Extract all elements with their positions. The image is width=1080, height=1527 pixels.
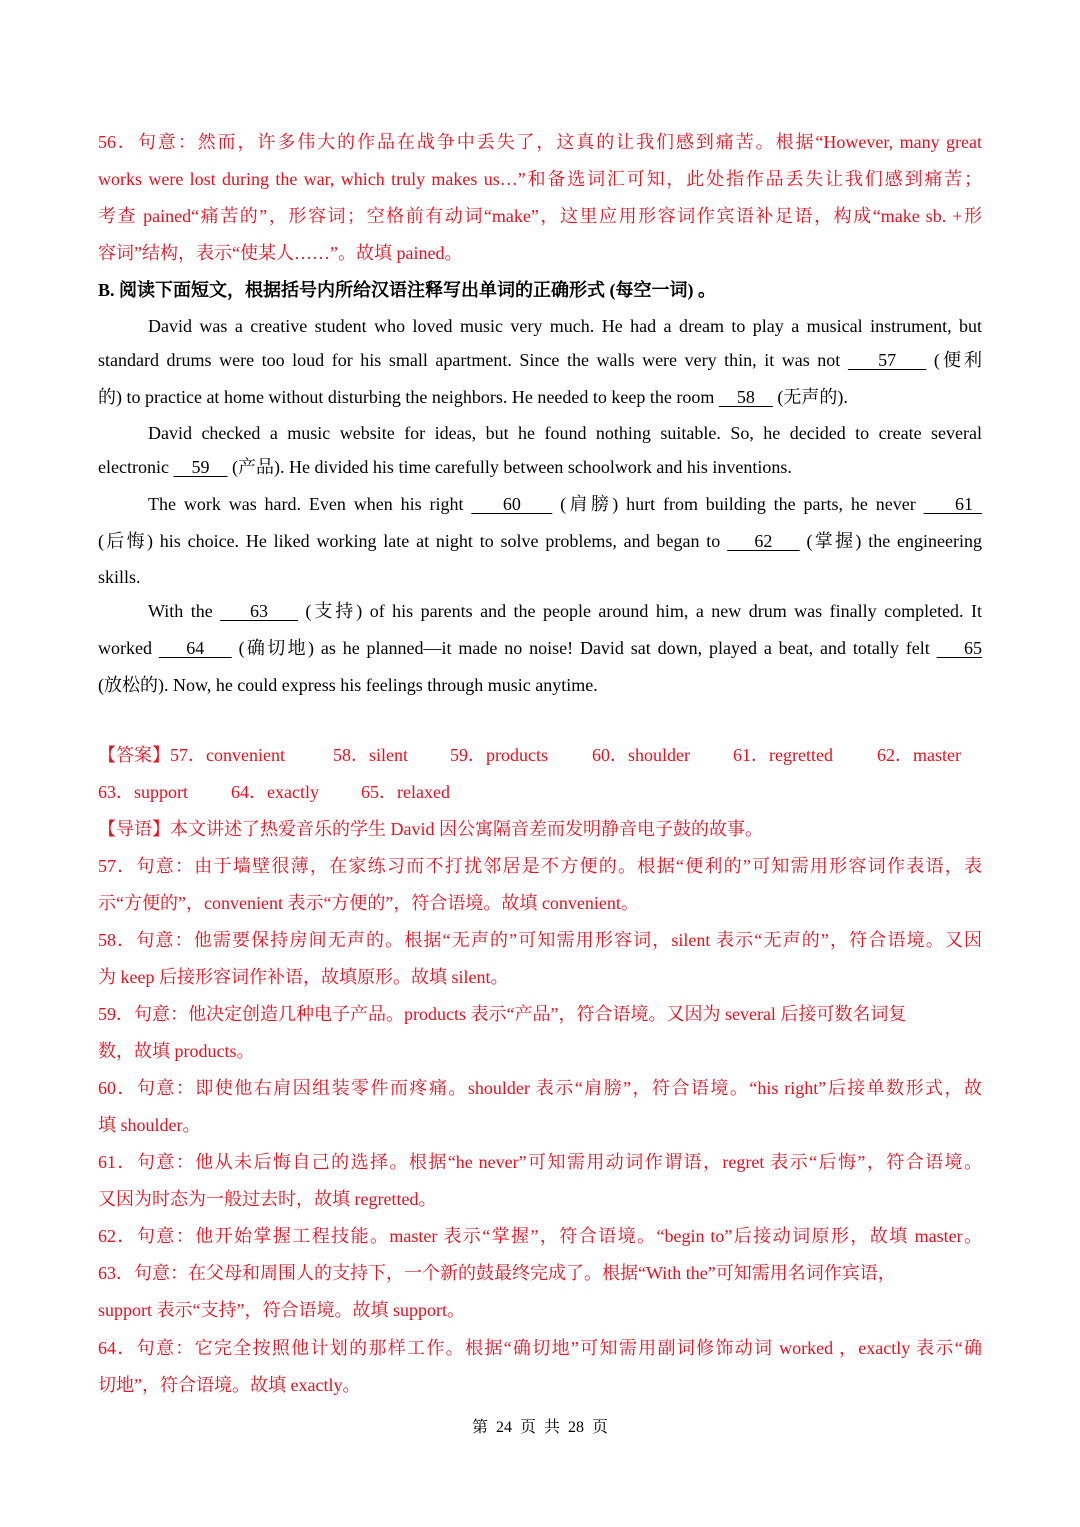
guide-text: 【导语】本文讲述了热爱音乐的学生 David 因公寓隔音差而发明静音电子鼓的故事。 — [98, 819, 763, 839]
passage-p3-line-2 — [98, 530, 982, 552]
passage-text: (产品). He divided his time carefully between schoolwork and his inventions. — [231, 457, 792, 477]
explanation-58-line-2: 为 keep 后接形容词作补语，故填原形。故填 silent。 — [98, 967, 509, 987]
explanation-60-line-1: 60．句意：即使他右肩因组装零件而疼痛。shoulder 表示“肩膀”，符合语境。“his right”后接单数形式，故 — [98, 1078, 982, 1098]
explanation-57-line-1: 57．句意：由于墙壁很薄，在家练习而不打扰邻居是不方便的。根据“便利的”可知需用形容词作表语，表 — [98, 856, 982, 876]
q56-line-1: 56．句意：然而，许多伟大的作品在战争中丢失了，这真的让我们感到痛苦。根据“However, many great — [98, 132, 982, 152]
passage-text: The work was hard. Even when his right — [148, 494, 464, 514]
answer-60: 60．shoulder — [592, 745, 690, 765]
passage-p1-line-1: David was a creative student who loved music very much. He had a dream to play a musical instrument, but — [148, 316, 982, 336]
passage-text: (肩膀) hurt from building the parts, he never — [560, 494, 916, 514]
explanation-61-line-2: 又因为时态为一般过去时，故填 regretted。 — [98, 1189, 437, 1209]
passage-p1-line-3 — [98, 386, 982, 408]
footer-page-word: 页 — [519, 1419, 536, 1436]
answer-58: 58．silent — [333, 745, 408, 765]
explanation-59-line-2: 数，故填 products。 — [98, 1041, 255, 1061]
answer-62: 62．master — [877, 745, 961, 765]
explanation-61-line-1: 61．句意：他从未后悔自己的选择。根据“he never”可知需用动词作谓语，regret 表示“后悔”，符合语境。 — [98, 1152, 982, 1172]
passage-text: standard drums were too loud for his small apartment. Since the walls were very thin, it was not — [98, 350, 841, 370]
footer-page-number: 24 — [495, 1419, 512, 1436]
explanation-63-line-1: 63．句意：在父母和周围人的支持下，一个新的鼓最终完成了。根据“With the”可知需用名词作宾语， — [98, 1263, 896, 1283]
passage-text: (后悔) his choice. He liked working late at night to solve problems, and began to — [98, 531, 721, 551]
section-b-title: B. 阅读下面短文，根据括号内所给汉语注释写出单词的正确形式 (每空一词) 。 — [98, 280, 716, 300]
passage-p4-line-1 — [148, 600, 982, 622]
passage-p4-line-2 — [98, 637, 982, 659]
passage-p1-line-2 — [98, 349, 982, 371]
blank-61: 61 — [923, 494, 983, 514]
passage-text: worked — [98, 638, 152, 658]
explanation-58-line-1: 58．句意：他需要保持房间无声的。根据“无声的”可知需用形容词，silent 表示“无声的”，符合语境。又因 — [98, 930, 982, 950]
passage-p2-line-2 — [98, 456, 982, 478]
explanation-57-line-2: 示“方便的”，convenient 表示“方便的”，符合语境。故填 convenient。 — [98, 893, 639, 913]
footer-total-pages: 28 — [568, 1419, 585, 1436]
q56-line-4: 容词”结构，表示“使某人……”。故填 pained。 — [98, 243, 463, 263]
explanation-62-line-1: 62．句意：他开始掌握工程技能。master 表示“掌握”，符合语境。“begin to”后接动词原形，故填 master。 — [98, 1226, 982, 1246]
explanation-59-line-1: 59．句意：他决定创造几种电子产品。products 表示“产品”，符合语境。又因为 several 后接可数名词复 — [98, 1004, 907, 1024]
explanation-64-line-1: 64．句意：它完全按照他计划的那样工作。根据“确切地”可知需用副词修饰动词 worked ，exactly 表示“确 — [98, 1338, 982, 1358]
answer-61: 61．regretted — [733, 745, 833, 765]
blank-64: 64 — [158, 638, 232, 658]
answer-65: 65．relaxed — [361, 782, 450, 802]
passage-p2-line-1: David checked a music website for ideas, but he found nothing suitable. So, he decided to create several — [148, 423, 982, 443]
explanation-63-line-2: support 表示“支持”，符合语境。故填 support。 — [98, 1300, 465, 1320]
passage-text: (掌握) the engineering — [806, 531, 983, 551]
footer-total-word: 共 — [544, 1419, 561, 1436]
passage-text: 的) to practice at home without disturbing the neighbors. He needed to keep the room — [98, 387, 715, 407]
answer-59: 59．products — [450, 745, 548, 765]
passage-text: (便利 — [933, 350, 983, 370]
answer-64: 64．exactly — [231, 782, 319, 802]
passage-text: (确切地) as he planned—it made no noise! David sat down, played a beat, and totally felt — [238, 638, 930, 658]
blank-62: 62 — [727, 531, 800, 551]
passage-text: With the — [148, 601, 213, 621]
blank-65: 65 — [936, 638, 983, 658]
passage-p4-line-3: (放松的). Now, he could express his feelings through music anytime. — [98, 675, 598, 695]
explanation-64-line-2: 切地”，符合语境。故填 exactly。 — [98, 1375, 361, 1395]
footer-prefix: 第 — [471, 1419, 488, 1436]
footer-suffix: 页 — [592, 1419, 609, 1436]
q56-line-3: 考查 pained“痛苦的”，形容词；空格前有动词“make”，这里应用形容词作宾语补足语，构成“make sb. +形 — [98, 206, 982, 226]
answer-63: 63．support — [98, 782, 188, 802]
passage-p3-line-3: skills. — [98, 567, 141, 587]
passage-p3-line-1 — [148, 493, 982, 515]
blank-63: 63 — [220, 601, 298, 621]
blank-57: 57 — [847, 350, 927, 370]
answer-57: 【答案】57．convenient — [98, 745, 285, 765]
page-footer — [0, 1418, 1080, 1438]
blank-59: 59 — [173, 457, 228, 477]
explanation-60-line-2: 填 shoulder。 — [98, 1115, 201, 1135]
blank-58: 58 — [718, 387, 773, 407]
q56-line-2: works were lost during the war, which truly makes us…”和备选词汇可知，此处指作品丢失让我们感到痛苦； — [98, 169, 982, 189]
blank-60: 60 — [471, 494, 553, 514]
passage-text: (支持) of his parents and the people around him, a new drum was finally completed. It — [305, 601, 983, 621]
passage-text: (无声的). — [777, 387, 848, 407]
passage-text: electronic — [98, 457, 169, 477]
